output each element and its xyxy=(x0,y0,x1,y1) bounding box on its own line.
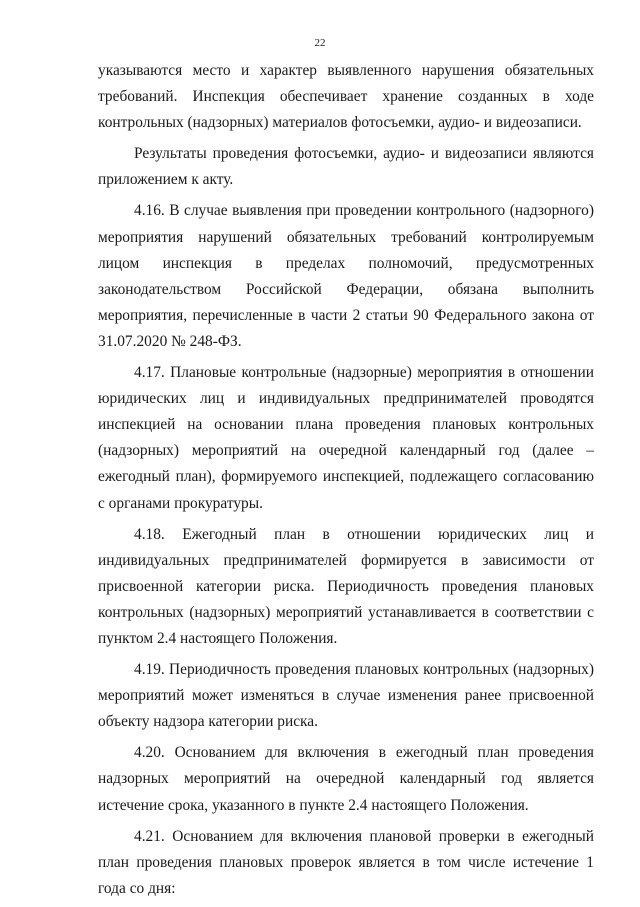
paragraph-4-16: 4.16. В случае выявления при проведении контрольного (надзорного) мероприятия нарушений обязательных требований контролируемым лицом инспекция в пределах полномочий, предусмотренных законодательством Российской Федерации, обязана выполнить мероприятия, перечисленные в части 2 статьи 90 Федерального закона от 31.07.2020 № 248-ФЗ. xyxy=(98,202,594,350)
page-number: 22 xyxy=(314,37,326,49)
document-body xyxy=(98,58,594,907)
paragraph-continuation: указываются место и характер выявленного нарушения обязательных требований. Инспекция обеспечивает хранение созданных в ходе контрольных (надзорных) материалов фотосъемки, аудио- и видеозаписи. xyxy=(98,62,594,132)
paragraph-4-18: 4.18. Ежегодный план в отношении юридических лиц и индивидуальных предпринимателей формируется в зависимости от присвоенной категории риска. Периодичность проведения плановых контрольных (надзорных) мероприятий устанавливается в соответствии с пунктом 2.4 настоящего Положения. xyxy=(98,525,594,647)
paragraph-4-19: 4.19. Периодичность проведения плановых контрольных (надзорных) мероприятий может изменяться в случае изменения ранее присвоенной объекту надзора категории риска. xyxy=(98,661,594,731)
paragraph-4-21: 4.21. Основанием для включения плановой проверки в ежегодный план проведения плановых проверок является в том числе истечение 1 года со дня: xyxy=(98,827,594,897)
paragraph-4-17: 4.17. Плановые контрольные (надзорные) мероприятия в отношении юридических лиц и индивидуальных предпринимателей проводятся инспекцией на основании плана проведения плановых контрольных (надзорных) мероприятий на очередной календарный год (далее – ежегодный план), формируемого инспекцией, подлежащего согласованию с органами прокуратуры. xyxy=(98,364,594,512)
paragraph-results: Результаты проведения фотосъемки, аудио- и видеозаписи являются приложением к акту. xyxy=(98,145,594,189)
paragraph-4-20: 4.20. Основанием для включения в ежегодный план проведения надзорных мероприятий на очередной календарный год является истечение срока, указанного в пункте 2.4 настоящего Положения. xyxy=(98,744,594,814)
